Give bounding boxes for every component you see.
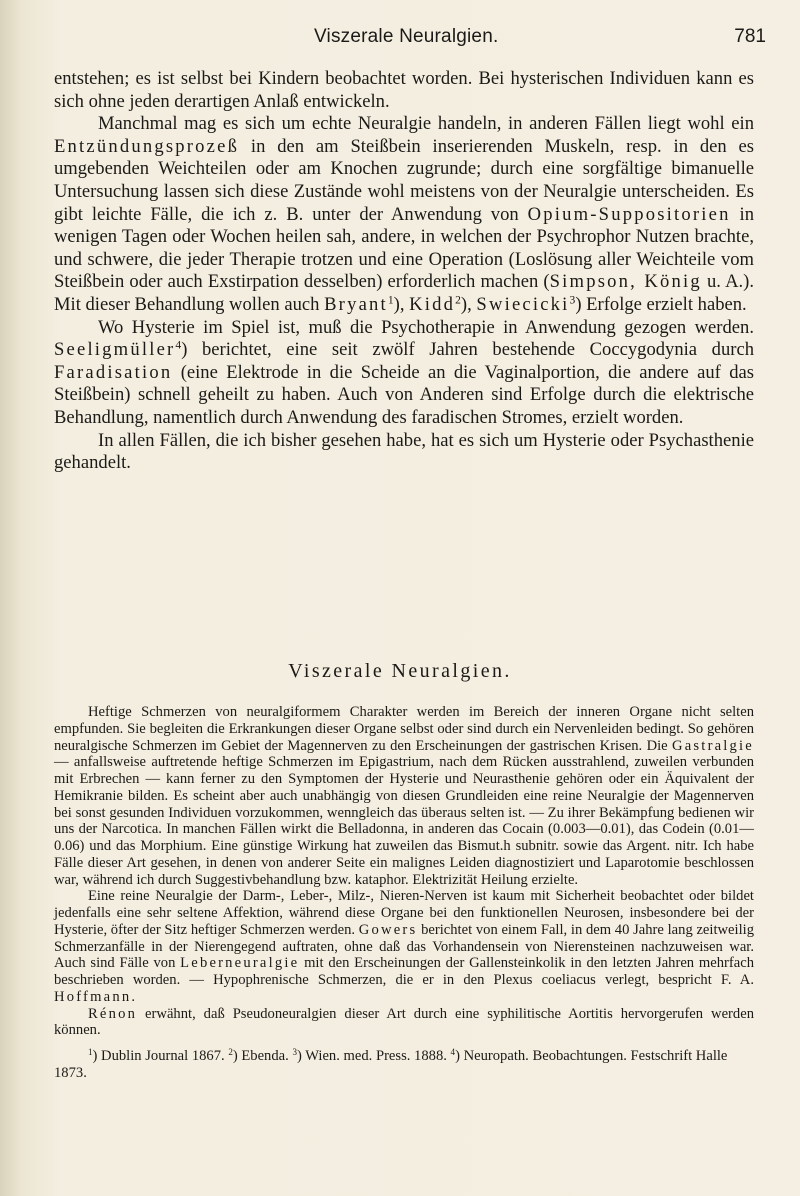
footnote-ref: 1 <box>387 294 394 307</box>
text-run: Manchmal mag es sich um echte Neuralgie handeln, in anderen Fällen liegt wohl ein <box>98 113 754 135</box>
text-run: ) berichtet, eine seit zwölf Jahren bestehende Coccygodynia durch <box>181 339 754 361</box>
main-text <box>54 68 754 475</box>
section-heading: Viszerale Neuralgien. <box>288 660 512 682</box>
author-name: Swiecicki <box>476 293 570 315</box>
author-name: Gowers <box>358 921 418 938</box>
footnote-text: ) Neuropath. Beobachtungen. Festschrift Halle 1873. <box>54 1048 728 1081</box>
paragraph <box>54 317 754 430</box>
footnote-text: ) Wien. med. Press. 1888. <box>296 1048 451 1064</box>
footnote-ref: 2 <box>455 294 461 307</box>
text-run: ) Erfolge erzielt haben. <box>575 293 747 315</box>
text-run: berichtet von einem Fall, in dem 40 Jahre lang zeitweilig Schmerzanfälle in der Nierengegend auftraten, ohne daß das Vorhandensein von Nierensteinen nachzuweisen war. Auch sind Fälle von <box>54 921 754 972</box>
paragraph <box>54 888 754 1005</box>
text-run: — anfallsweise auftretende heftige Schmerzen im Epigastrium, nach dem Rücken ausstrahlend, zuweilen verbunden mit Erbrechen — kann ferner zu den Symptomen der Hysterie und Neurasthenie gehören oder ein Äquivalent der Hemikranie bilden. Es scheint aber auch unabhängig von diesen Grundleiden eine reine Neuralgie der Magennerven bei sonst gesunden Individuen vorzukommen, wenngleich das überaus selten ist. — Zu ihrer Bekämpfung bedienen wir uns der Narcotica. In manchen Fällen wirkt die Belladonna, in anderen das Cocain (0.003—0.01), das Codein (0.01—0.06) und das Morphium. Eine günstige Wirkung hat zuweilen das Bismut.h subnitr. sowie das Argent. nitr. Ich habe Fälle dieser Art gesehen, in denen von anderer Seite ein malignes Leiden diagnostiziert und Laparotomie beschlossen war, während ich durch Suggestivbehandlung bzw. kataphor. Elektrizität Heilung erzielte. <box>54 754 754 888</box>
section-text <box>54 704 754 1039</box>
footnote-number: 1 <box>88 1047 93 1058</box>
footnote-ref: 4 <box>175 339 182 352</box>
emphasized-term: Entzündungsprozeß <box>54 135 240 157</box>
text-run: mit den Erscheinungen der Gallensteinkolik in den letzten Jahren mehrfach beschrieben worden. — Hypophrenische Schmerzen, die er in den Plexus coeliacus verlegt, bespricht F. A. <box>54 955 754 988</box>
text-run: entstehen; es ist selbst bei Kindern beobachtet worden. Bei hysterischen Individuen kann es sich ohne jeden derartigen Anlaß entwickeln. <box>54 68 754 112</box>
footnote-number: 4 <box>450 1047 456 1058</box>
emphasized-term: Leberneuralgie <box>180 955 300 972</box>
running-title: Viszerale Neuralgien. <box>314 26 499 47</box>
emphasized-term: Gastralgie <box>672 737 754 754</box>
page-header <box>150 26 770 56</box>
text-run: Heftige Schmerzen von neuralgiformem Charakter werden im Bereich der inneren Organe nicht selten empfunden. Sie begleiten die Erkrankungen dieser Organe selbst oder sind durch ein Nervenleiden bedingt. So gehören neuralgische Schmerzen im Gebiet der Magennerven zu den Erscheinungen der gastrischen Krisen. Die <box>54 704 754 754</box>
paragraph <box>54 704 754 888</box>
text-run: in den am Steißbein inserierenden Muskeln, resp. in den es umgebenden Weichteilen oder am Knochen zugrunde; durch eine sorgfältige bimanuelle Untersuchung lassen sich diese Zustände wohl meistens von der Neuralgie unterscheiden. Es gibt leichte Fälle, die ich z. B. unter der Anwendung von <box>54 135 754 225</box>
text-run: ), <box>393 293 410 315</box>
text-run: (eine Elektrode in die Scheide an die Vaginalportion, die andere auf das Steißbein) schnell geheilt zu haben. Auch von Anderen sind Erfolge durch die elektrische Behandlung, namentlich durch Anwendung des faradischen Stromes, erzielt worden. <box>54 361 754 428</box>
paragraph <box>54 430 754 475</box>
footnote-line <box>54 1048 754 1082</box>
footnote-text: ) Ebenda. <box>232 1048 293 1064</box>
text-run: Wo Hysterie im Spiel ist, muß die Psychotherapie in Anwendung gezogen werden. <box>98 316 754 338</box>
text-run: u. A.). Mit dieser Behandlung wollen auch <box>54 271 754 315</box>
footnote-number: 2 <box>228 1047 233 1058</box>
text-run: Eine reine Neuralgie der Darm-, Leber-, Milz-, Nieren-Nerven ist kaum mit Sicherheit beobachtet oder bildet jedenfalls eine sehr seltene Affektion, während diese Organe bei den funktionellen Neurosen, insbesondere bei der Hysterie, öfter der Sitz heftiger Schmerzen werden. <box>54 888 754 938</box>
author-name: Seeligmüller <box>54 339 176 361</box>
text-run: . <box>131 988 135 1005</box>
emphasized-term: Opium-Suppositorien <box>527 203 731 225</box>
text-run: ), <box>460 293 477 315</box>
page-number: 781 <box>734 26 766 47</box>
footnote-number: 3 <box>292 1047 297 1058</box>
emphasized-term: Faradisation <box>54 361 173 383</box>
author-names: Simpson, König <box>549 271 702 293</box>
footnotes <box>54 1048 754 1082</box>
footnote-text: ) Dublin Journal 1867. <box>92 1048 229 1064</box>
author-name: Hoffmann <box>54 988 132 1005</box>
text-run: In allen Fällen, die ich bisher gesehen habe, hat es sich um Hysterie oder Psychasthenie gehandelt. <box>54 429 754 474</box>
author-name: Rénon <box>88 1005 138 1022</box>
paragraph <box>54 113 754 316</box>
text-run: in wenigen Tagen oder Wochen heilen sah, andere, in welchen der Psychrophor Nutzen brachte, und schwere, die jeder Therapie trotzen und eine Operation (Loslösung aller Weichteile vom Steißbein oder auch Exstirpation desselben) erforderlich machen ( <box>54 203 754 293</box>
author-name: Bryant <box>324 293 388 315</box>
paragraph <box>54 1006 754 1040</box>
text-run: erwähnt, daß Pseudoneuralgien dieser Art durch eine syphilitische Aortitis hervorgerufen werden können. <box>54 1005 754 1039</box>
paragraph <box>54 68 754 113</box>
footnote-ref: 3 <box>569 294 576 307</box>
author-name: Kidd <box>409 293 456 315</box>
